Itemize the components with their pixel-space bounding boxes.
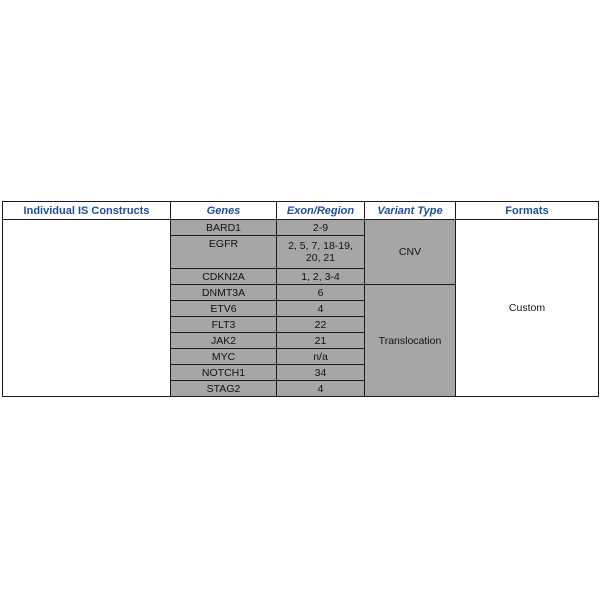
exon-cell: 21	[277, 333, 365, 349]
exon-cell: 4	[277, 381, 365, 397]
constructs-table	[2, 201, 599, 397]
gene-cell: NOTCH1	[171, 365, 277, 381]
gene-cell: JAK2	[171, 333, 277, 349]
gene-cell: FLT3	[171, 317, 277, 333]
exon-cell: 4	[277, 301, 365, 317]
exon-cell: 1, 2, 3-4	[277, 269, 365, 285]
exon-cell: 6	[277, 285, 365, 301]
header-variant-type: Variant Type	[365, 202, 456, 220]
exon-cell: 22	[277, 317, 365, 333]
exon-line: 2, 5, 7, 18-19,	[288, 240, 353, 252]
exon-cell: 2-9	[277, 220, 365, 236]
gene-cell: MYC	[171, 349, 277, 365]
header-constructs: Individual IS Constructs	[3, 202, 171, 220]
exon-cell	[277, 236, 365, 269]
variant-type-translocation: Translocation	[365, 285, 456, 397]
gene-cell: BARD1	[171, 220, 277, 236]
variant-type-cnv: CNV	[365, 220, 456, 285]
gene-cell: CDKN2A	[171, 269, 277, 285]
exon-cell: 34	[277, 365, 365, 381]
format-cell: Custom	[456, 220, 599, 397]
header-genes: Genes	[171, 202, 277, 220]
header-formats: Formats	[456, 202, 599, 220]
gene-cell: STAG2	[171, 381, 277, 397]
table-row	[3, 220, 599, 236]
gene-cell: DNMT3A	[171, 285, 277, 301]
gene-cell: EGFR	[171, 236, 277, 269]
exon-cell: n/a	[277, 349, 365, 365]
header-exon-region: Exon/Region	[277, 202, 365, 220]
constructs-cell	[3, 220, 171, 397]
header-row	[3, 202, 599, 220]
gene-cell: ETV6	[171, 301, 277, 317]
exon-line: 20, 21	[305, 252, 336, 264]
